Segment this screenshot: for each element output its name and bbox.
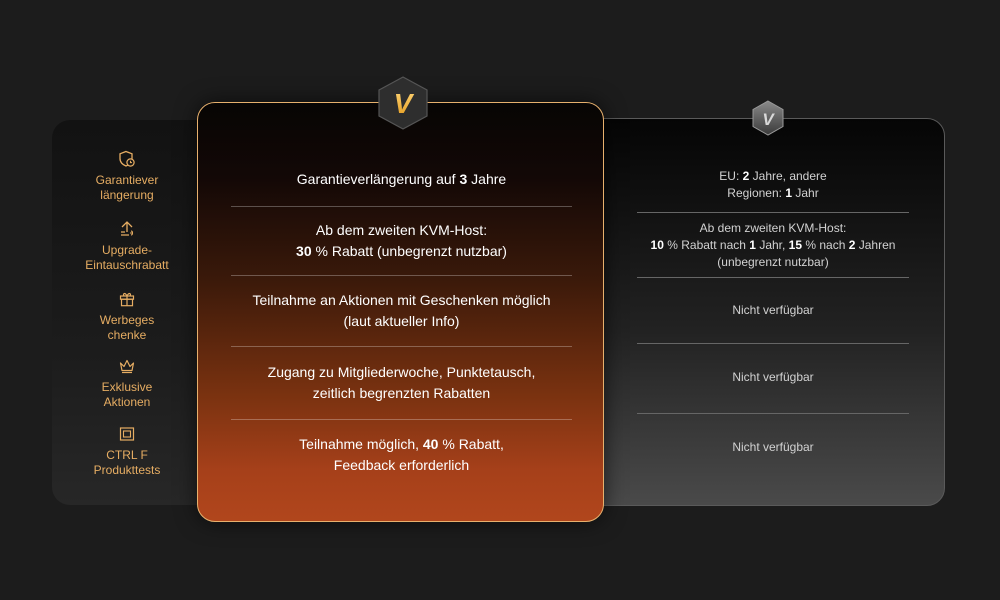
sidebar-item-tests <box>52 425 202 478</box>
crown-icon <box>118 357 136 375</box>
product-test-icon <box>118 425 136 443</box>
upgrade-icon <box>118 220 136 238</box>
sidebar-item-label: Exklusive Aktionen <box>101 380 153 409</box>
sidebar-item-exclusive <box>52 357 202 410</box>
premium-row-exclusive: Zugang zu Mitgliederwoche, Punktetausch, zeitlich begrenzten Rabatten <box>267 363 536 401</box>
standard-row-warranty: EU: 2 Jahre, andere Regionen: 1 Jahr <box>719 169 827 200</box>
sidebar-item-upgrade <box>52 220 202 273</box>
sidebar-item-label: Garantiever längerung <box>95 173 159 202</box>
sidebar-item-gifts <box>52 290 202 343</box>
standard-row-upgrade: Ab dem zweiten KVM-Host: 10 % Rabatt nach 1 Jahr, 15 % nach 2 Jahren (unbegrenzt nutzbar) <box>650 220 896 269</box>
sidebar-item-warranty <box>52 150 202 203</box>
sidebar-item-label: Upgrade- Eintauschrabatt <box>85 243 169 272</box>
premium-badge-icon <box>377 76 429 130</box>
premium-row-upgrade: Ab dem zweiten KVM-Host: 30 % Rabatt (unbegrenzt nutzbar) <box>296 222 507 259</box>
standard-row-tests: Nicht verfügbar <box>732 439 814 454</box>
standard-row-exclusive: Nicht verfügbar <box>732 369 814 384</box>
premium-row-warranty: Garantieverlängerung auf 3 Jahre <box>296 170 507 187</box>
standard-badge-icon <box>750 100 786 136</box>
gift-icon <box>118 290 136 308</box>
standard-badge-letter: V <box>762 110 774 129</box>
premium-row-tests: Teilnahme möglich, 40 % Rabatt, Feedback erforderlich <box>299 436 504 473</box>
premium-plan-card <box>197 102 604 522</box>
sidebar-item-label: CTRL F Produkttests <box>93 448 161 477</box>
standard-plan-card <box>570 118 945 506</box>
premium-row-gifts: Teilnahme an Aktionen mit Geschenken möglich (laut aktueller Info) <box>252 291 551 329</box>
standard-row-gifts: Nicht verfügbar <box>732 302 814 317</box>
premium-badge-letter: V <box>393 88 413 119</box>
shield-clock-icon <box>118 150 136 168</box>
sidebar-item-label: Werbeges chenke <box>99 313 155 342</box>
